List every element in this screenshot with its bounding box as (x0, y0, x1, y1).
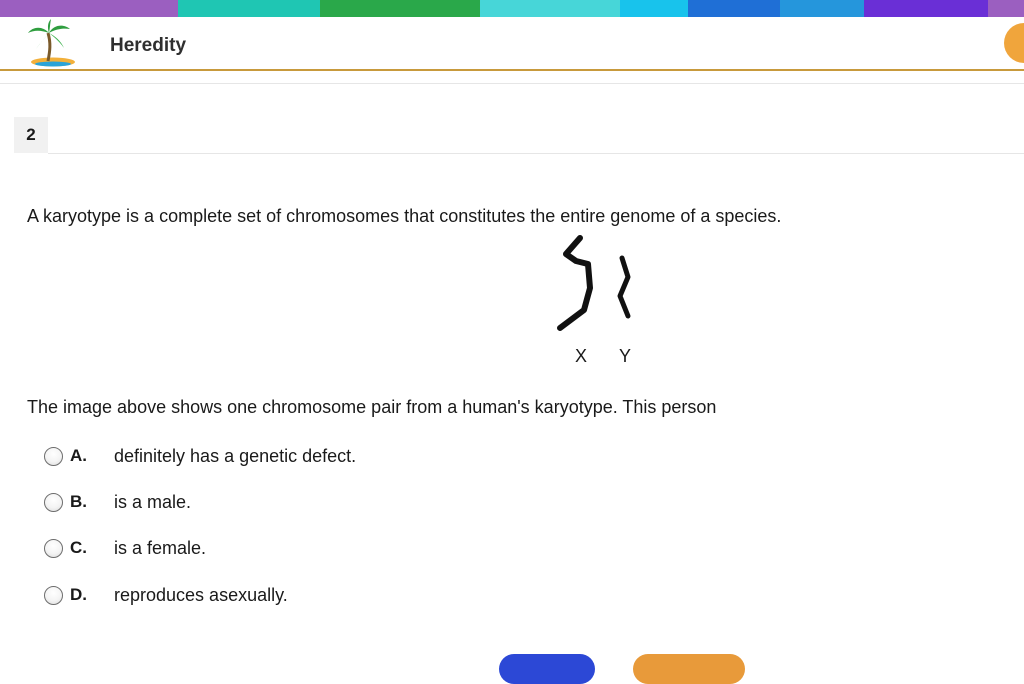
xy-chromosome-pair-figure (550, 230, 640, 340)
choice-text: is a female. (114, 537, 207, 558)
choice-text: is a male. (114, 491, 192, 512)
choice-text: definitely has a genetic defect. (114, 445, 357, 466)
choice-b[interactable] (44, 490, 191, 514)
choice-letter: C. (70, 538, 87, 557)
palm-tree-island-icon (20, 19, 78, 67)
question-prompt: The image above shows one chromosome pair from a human's karyotype. This person (27, 397, 717, 417)
page-title: Heredity (110, 35, 187, 56)
divider (0, 83, 1024, 84)
x-chromosome-label: X (575, 346, 588, 366)
menu-button[interactable] (1004, 23, 1024, 63)
radio-button[interactable] (44, 586, 63, 605)
radio-button[interactable] (44, 493, 63, 512)
stripe-segment (320, 0, 480, 17)
y-chromosome (620, 258, 628, 316)
choice-letter: D. (70, 585, 87, 604)
choice-c[interactable] (44, 536, 206, 560)
question-number: 2 (14, 117, 48, 153)
stripe-segment (988, 0, 1024, 17)
previous-button[interactable] (499, 654, 595, 684)
stripe-segment (0, 0, 178, 17)
radio-button[interactable] (44, 447, 63, 466)
stripe-segment (620, 0, 688, 17)
progress-color-stripe (0, 0, 1024, 17)
x-chromosome (560, 238, 590, 328)
stripe-segment (688, 0, 780, 17)
divider (48, 153, 1024, 154)
stripe-segment (780, 0, 864, 17)
choice-d[interactable] (44, 583, 288, 607)
stripe-segment (864, 0, 988, 17)
radio-button[interactable] (44, 539, 63, 558)
next-button[interactable] (633, 654, 745, 684)
choice-letter: B. (70, 492, 87, 511)
stripe-segment (480, 0, 620, 17)
app-header (0, 17, 1024, 71)
choice-a[interactable] (44, 444, 356, 468)
y-chromosome-label: Y (619, 346, 632, 366)
choice-text: reproduces asexually. (114, 584, 288, 605)
stripe-segment (178, 0, 320, 17)
choice-letter: A. (70, 446, 87, 465)
question-intro: A karyotype is a complete set of chromosomes that constitutes the entire genome of a species. (27, 206, 782, 226)
